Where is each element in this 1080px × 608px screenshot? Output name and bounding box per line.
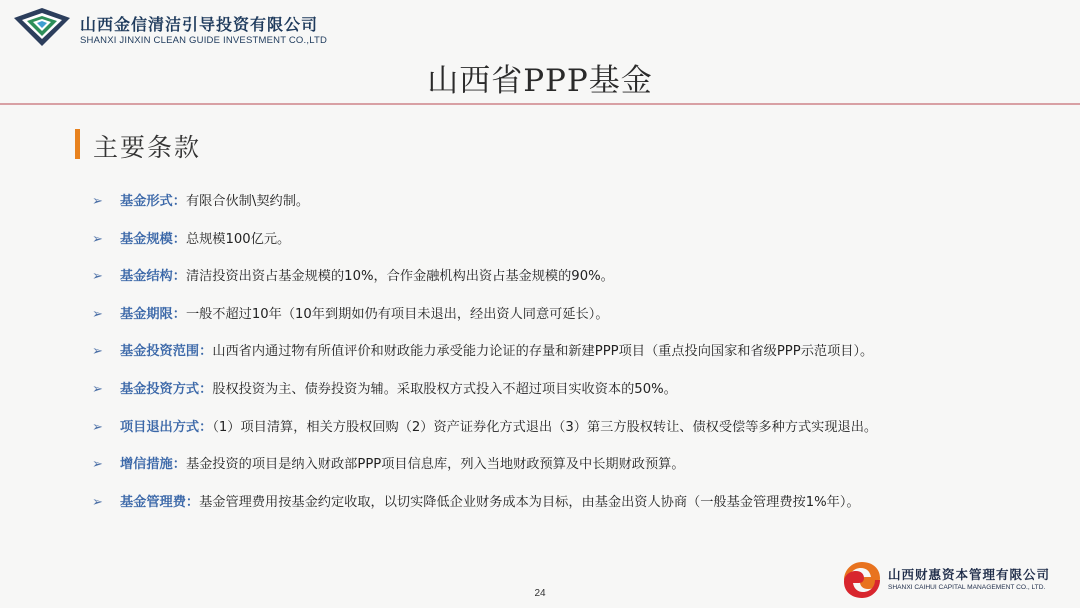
term-label: 基金管理费： [120,494,200,510]
term-label: 增信措施： [120,457,186,473]
arrow-bullet-icon: ➢ [92,494,103,510]
diamond-logo-icon [12,8,72,48]
terms-list [92,190,877,528]
page-number: 24 [534,588,546,599]
term-label: 基金结构： [120,269,186,285]
section-title: 主要条款 [93,133,202,162]
arrow-bullet-icon: ➢ [92,306,103,322]
arrow-bullet-icon: ➢ [92,457,103,473]
term-value: （1）项目清算，相关方股权回购（2）资产证券化方式退出（3）第三方股权转让、债权受偿等多种方式实现退出。 [212,419,878,435]
list-item [92,228,877,266]
term-label: 基金形式： [120,194,186,209]
arrow-bullet-icon: ➢ [92,344,103,360]
list-item [92,190,877,228]
header-company-name: 山西金信清洁引导投资有限公司 [80,15,319,34]
list-item [92,378,877,416]
section-accent-bar [75,129,80,159]
term-value: 基金投资的项目是纳入财政部PPP项目信息库，列入当地财政预算及中长期财政预算。 [185,457,685,473]
term-value: 有限合伙制\契约制。 [185,194,310,209]
term-label: 项目退出方式： [120,419,213,435]
term-value: 总规模100亿元。 [185,231,291,247]
term-label: 基金投资方式： [120,381,213,397]
header-company-name-en: SHANXI JINXIN CLEAN GUIDE INVESTMENT CO.,LTD [80,35,328,46]
list-item [92,340,877,378]
arrow-bullet-icon: ➢ [92,419,103,435]
arrow-bullet-icon: ➢ [92,231,103,247]
list-item [92,453,877,491]
term-label: 基金投资范围： [120,344,213,360]
term-value: 清洁投资出资占基金规模的10%，合作金融机构出资占基金规模的90%。 [185,269,614,285]
swirl-logo-icon [840,558,884,602]
term-label: 基金规模： [120,231,186,247]
term-label: 基金期限： [120,306,186,322]
list-item [92,416,877,454]
arrow-bullet-icon: ➢ [92,194,103,209]
term-value: 山西省内通过物有所值评价和财政能力承受能力论证的存量和新建PPP项目（重点投向国家和省级PPP示范项目）。 [212,344,874,360]
term-value: 股权投资为主、债券投资为辅。采取股权方式投入不超过项目实收资本的50%。 [212,381,677,397]
footer-company-name: 山西财惠资本管理有限公司 [888,567,1051,582]
footer-company-name-en: SHANXI CAIHUI CAPITAL MANAGEMENT CO., LTD. [888,584,1046,591]
title-divider [0,103,1080,105]
list-item [92,265,877,303]
footer-logo [840,558,1076,602]
list-item [92,303,877,341]
term-value: 基金管理费用按基金约定收取，以切实降低企业财务成本为目标，由基金出资人协商（一般基金管理费按1%年）。 [199,494,860,510]
page-title: 山西省PPP基金 [427,63,653,99]
term-value: 一般不超过10年（10年到期如仍有项目未退出，经出资人同意可延长）。 [185,306,609,322]
list-item [92,491,877,529]
arrow-bullet-icon: ➢ [92,381,103,397]
header-logo [12,8,342,52]
arrow-bullet-icon: ➢ [92,269,103,285]
